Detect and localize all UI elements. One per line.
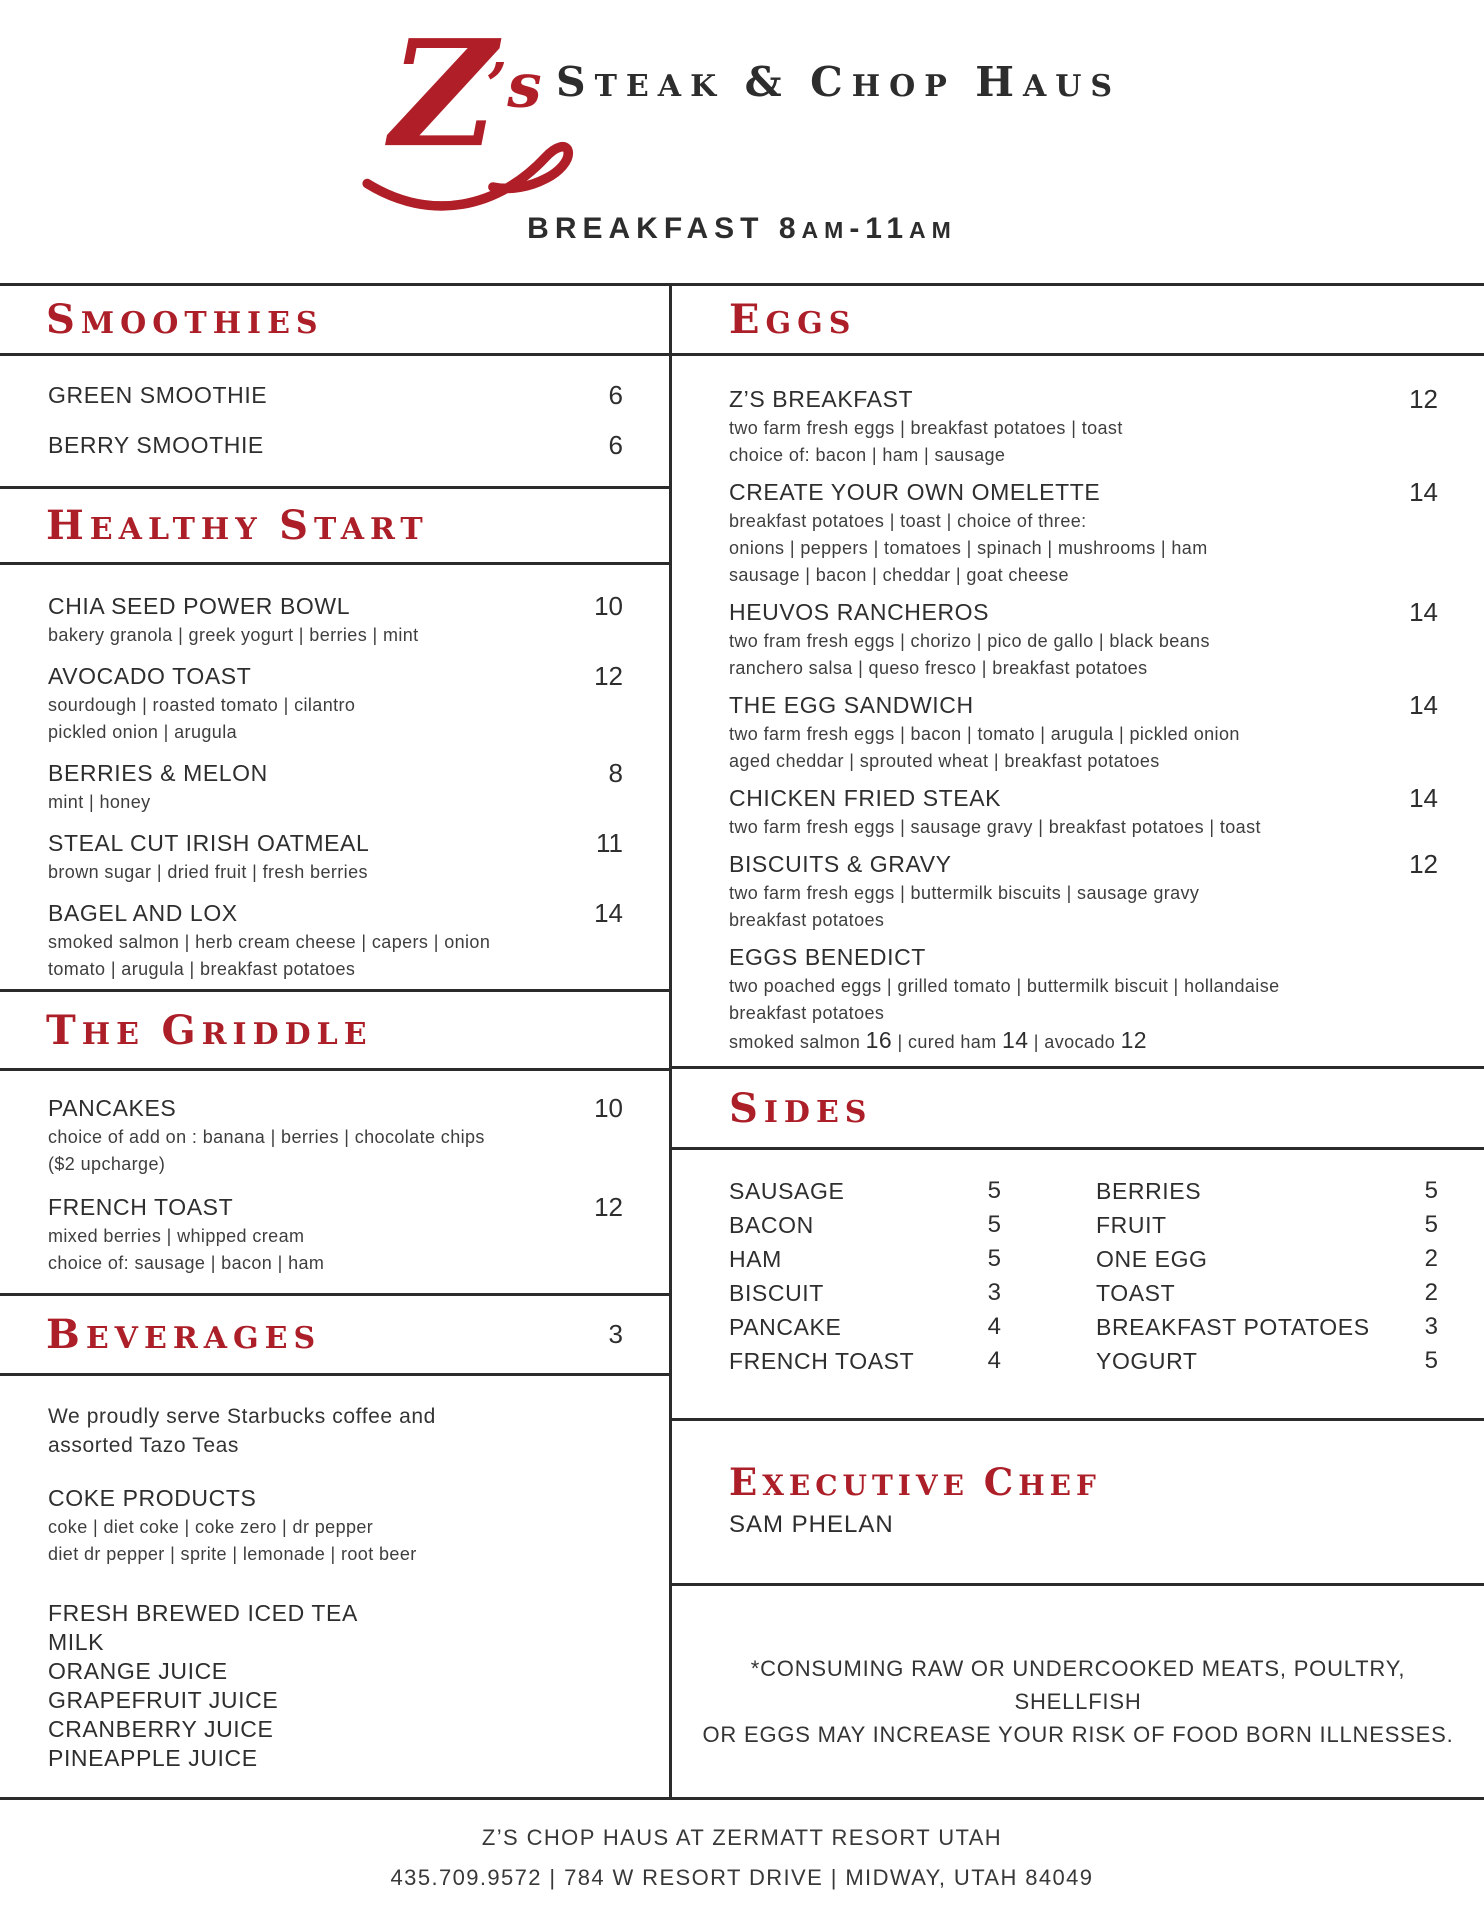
side-price: 2 — [1424, 1245, 1438, 1272]
side-row — [729, 1310, 1001, 1344]
item-price: 14 — [594, 898, 623, 928]
beverages-intro — [48, 1402, 623, 1460]
item-description-line: coke | diet coke | coke zero | dr pepper — [48, 1517, 374, 1537]
item-price: 10 — [594, 591, 623, 621]
item-price: 12 — [1409, 849, 1438, 879]
menu-item-row — [729, 597, 1438, 628]
item-name: MILK — [48, 1629, 105, 1655]
side-price: 3 — [1424, 1313, 1438, 1340]
section-items-eggs — [672, 356, 1484, 1069]
item-description-line: two farm fresh eggs | sausage gravy | breakfast potatoes | toast — [729, 817, 1261, 837]
menu-table — [0, 283, 1484, 1800]
menu-item — [48, 1657, 623, 1686]
item-name: CHICKEN FRIED STEAK — [729, 785, 1002, 811]
addon-label: cured ham — [907, 1032, 997, 1052]
item-name: CRANBERRY JUICE — [48, 1716, 274, 1742]
menu-item — [48, 1192, 623, 1277]
item-description-line: ($2 upcharge) — [48, 1154, 166, 1174]
side-price: 5 — [987, 1211, 1001, 1238]
menu-item-row — [48, 1599, 623, 1628]
item-description-line: choice of: bacon | ham | sausage — [729, 445, 1006, 465]
item-name: FRESH BREWED ICED TEA — [48, 1600, 358, 1626]
menu-item-row — [48, 828, 623, 859]
menu-item — [729, 597, 1438, 682]
item-description-line: sausage | bacon | cheddar | goat cheese — [729, 565, 1069, 585]
item-name: ORANGE JUICE — [48, 1658, 228, 1684]
item-description-line: two farm fresh eggs | bacon | tomato | arugula | pickled onion — [729, 724, 1240, 744]
item-name: HEUVOS RANCHEROS — [729, 599, 990, 625]
addon-label: avocado — [1044, 1032, 1116, 1052]
section-items-beverages — [0, 1376, 669, 1797]
side-row — [729, 1242, 1001, 1276]
section-items-sides — [672, 1150, 1484, 1421]
item-description-line: choice of: sausage | bacon | ham — [48, 1253, 325, 1273]
item-price: 10 — [594, 1093, 623, 1123]
brand-logo-icon — [348, 12, 610, 218]
menu-item — [729, 690, 1438, 775]
side-name: HAM — [729, 1246, 782, 1272]
section-items-smoothies — [0, 356, 669, 489]
item-price: 14 — [1409, 690, 1438, 720]
section-items-healthy-start — [0, 565, 669, 992]
section-title: THE GRIDDLE — [46, 1006, 373, 1054]
section-title: BEVERAGES — [46, 1311, 322, 1358]
item-name: THE EGG SANDWICH — [729, 692, 974, 718]
item-description-line: pickled onion | arugula — [48, 722, 237, 742]
item-price: 12 — [594, 1192, 623, 1222]
section-title: SIDES — [729, 1084, 873, 1132]
menu-item — [729, 783, 1438, 841]
disclaimer-line: *CONSUMING RAW OR UNDERCOOKED MEATS, POULTRY, SHELLFISH — [750, 1656, 1406, 1714]
menu-item — [48, 1715, 623, 1744]
menu-item-row — [48, 1657, 623, 1686]
footer — [0, 1820, 1484, 1896]
executive-chef-name: SAM PHELAN — [729, 1511, 894, 1538]
side-row — [1096, 1208, 1438, 1242]
item-description-line: breakfast potatoes — [729, 910, 885, 930]
side-name: YOGURT — [1096, 1348, 1198, 1374]
side-row — [1096, 1310, 1438, 1344]
section-header-smoothies — [0, 286, 669, 356]
side-row — [729, 1344, 1001, 1378]
menu-item — [48, 1628, 623, 1657]
item-description-line: diet dr pepper | sprite | lemonade | root beer — [48, 1544, 417, 1564]
logo-z-glyph: Z — [389, 12, 498, 181]
menu-item — [48, 1483, 623, 1568]
section-header-sides — [672, 1069, 1484, 1150]
item-name: BISCUITS & GRAVY — [729, 851, 952, 877]
menu-item — [48, 1686, 623, 1715]
section-title: EGGS — [729, 296, 857, 343]
side-price: 3 — [987, 1279, 1001, 1306]
menu-item-row — [48, 591, 623, 622]
left-column — [0, 286, 669, 1797]
menu-item-row — [729, 783, 1438, 814]
menu-item-row — [48, 661, 623, 692]
item-price: 12 — [594, 661, 623, 691]
menu-item-row — [48, 898, 623, 929]
menu-item-row — [48, 1715, 623, 1744]
beverages-price: 3 — [608, 1319, 623, 1349]
disclaimer-line: OR EGGS MAY INCREASE YOUR RISK OF FOOD BORN ILLNESSES. — [702, 1722, 1454, 1747]
item-name: GREEN SMOOTHIE — [48, 382, 268, 408]
item-name: BERRIES & MELON — [48, 760, 268, 786]
menu-item-row — [48, 758, 623, 789]
item-description-line: choice of add on : banana | berries | chocolate chips — [48, 1127, 485, 1147]
side-row — [729, 1276, 1001, 1310]
disclaimer-box — [672, 1586, 1484, 1797]
menu-item — [729, 942, 1438, 1056]
menu-item — [48, 898, 623, 983]
addon-label: smoked salmon — [729, 1032, 861, 1052]
menu-item — [729, 477, 1438, 589]
side-price: 2 — [1424, 1279, 1438, 1306]
executive-chef-title: EXECUTIVE CHEF — [729, 1460, 1101, 1504]
menu-item-row — [48, 1483, 623, 1514]
menu-item — [48, 430, 623, 461]
side-name: BISCUIT — [729, 1280, 824, 1306]
item-price: 8 — [608, 758, 623, 788]
item-name: CREATE YOUR OWN OMELETTE — [729, 479, 1101, 505]
menu-item — [48, 828, 623, 886]
menu-item-row — [729, 690, 1438, 721]
menu-subtitle: BREAKFAST 8AM-11AM — [527, 212, 957, 245]
menu-item-row — [48, 380, 623, 411]
item-name: AVOCADO TOAST — [48, 663, 252, 689]
menu-item-row — [48, 1093, 623, 1124]
menu-item — [48, 1599, 623, 1628]
side-row — [729, 1208, 1001, 1242]
item-description-line: sourdough | roasted tomato | cilantro — [48, 695, 356, 715]
section-header-the-griddle — [0, 992, 669, 1071]
side-price: 5 — [987, 1245, 1001, 1272]
section-items-the-griddle — [0, 1071, 669, 1296]
side-name: FRUIT — [1096, 1212, 1167, 1238]
side-price: 5 — [1424, 1211, 1438, 1238]
item-price: 11 — [596, 828, 623, 858]
side-name: PANCAKE — [729, 1314, 842, 1340]
item-description-line: two farm fresh eggs | buttermilk biscuits | sausage gravy — [729, 883, 1200, 903]
menu-item-row — [48, 1192, 623, 1223]
item-description-line: aged cheddar | sprouted wheat | breakfast potatoes — [729, 751, 1160, 771]
item-price: 6 — [608, 380, 623, 410]
item-name: Z’S BREAKFAST — [729, 386, 914, 412]
brand-name: STEAK & CHOP HAUS — [556, 58, 1122, 106]
menu-item-row — [48, 430, 623, 461]
beverages-intro-line: We proudly serve Starbucks coffee and — [48, 1405, 436, 1428]
item-description-line: smoked salmon | herb cream cheese | capers | onion — [48, 932, 491, 952]
item-name: BAGEL AND LOX — [48, 900, 238, 926]
side-price: 5 — [1424, 1177, 1438, 1204]
item-name: PANCAKES — [48, 1095, 177, 1121]
item-description-line: two fram fresh eggs | chorizo | pico de gallo | black beans — [729, 631, 1210, 651]
item-name: GRAPEFRUIT JUICE — [48, 1687, 279, 1713]
side-name: TOAST — [1096, 1280, 1176, 1306]
section-header-eggs — [672, 286, 1484, 356]
side-price: 4 — [987, 1313, 1001, 1340]
menu-item — [48, 661, 623, 746]
item-description-line: breakfast potatoes — [729, 1003, 885, 1023]
item-description-line: bakery granola | greek yogurt | berries | mint — [48, 625, 419, 645]
side-price: 4 — [987, 1347, 1001, 1374]
item-description-line: mixed berries | whipped cream — [48, 1226, 305, 1246]
section-title: SMOOTHIES — [46, 296, 324, 343]
menu-item-row — [729, 942, 1438, 973]
side-row — [1096, 1174, 1438, 1208]
footer-contact: 435.709.9572 | 784 W RESORT DRIVE | MIDWAY, UTAH 84049 — [390, 1865, 1094, 1890]
menu-item-row — [48, 1628, 623, 1657]
item-name: FRENCH TOAST — [48, 1194, 234, 1220]
side-price: 5 — [1424, 1347, 1438, 1374]
item-description-line: ranchero salsa | queso fresco | breakfast potatoes — [729, 658, 1148, 678]
item-description-line: breakfast potatoes | toast | choice of three: — [729, 511, 1087, 531]
menu-item-row — [48, 1686, 623, 1715]
section-title: HEALTHY START — [46, 502, 429, 549]
side-name: BACON — [729, 1212, 814, 1238]
item-description-line: brown sugar | dried fruit | fresh berries — [48, 862, 368, 882]
side-price: 5 — [987, 1177, 1001, 1204]
menu-item — [48, 758, 623, 816]
item-price: 14 — [1409, 597, 1438, 627]
item-name: EGGS BENEDICT — [729, 944, 926, 970]
addon-price: 16 — [865, 1027, 893, 1053]
addon-price: 12 — [1120, 1027, 1147, 1053]
menu-item-row — [729, 849, 1438, 880]
item-description-line: onions | peppers | tomatoes | spinach | mushrooms | ham — [729, 538, 1208, 558]
side-name: BREAKFAST POTATOES — [1096, 1314, 1370, 1340]
right-column — [669, 286, 1484, 1797]
section-header-beverages — [0, 1296, 669, 1376]
item-name: CHIA SEED POWER BOWL — [48, 593, 351, 619]
menu-item — [48, 380, 623, 411]
item-description-line: tomato | arugula | breakfast potatoes — [48, 959, 356, 979]
side-row — [729, 1174, 1001, 1208]
menu-item — [48, 591, 623, 649]
sides-column-2 — [1096, 1174, 1438, 1418]
side-row — [1096, 1242, 1438, 1276]
item-price: 6 — [608, 430, 623, 460]
item-description-line: two farm fresh eggs | breakfast potatoes | toast — [729, 418, 1123, 438]
menu-item-row — [48, 1744, 623, 1773]
item-description-line: two poached eggs | grilled tomato | buttermilk biscuit | hollandaise — [729, 976, 1280, 996]
item-name: COKE PRODUCTS — [48, 1485, 257, 1511]
beverages-list — [48, 1483, 623, 1773]
item-description-line: mint | honey — [48, 792, 151, 812]
logo-apostrophe-s-glyph: ’s — [485, 50, 542, 122]
item-name: PINEAPPLE JUICE — [48, 1745, 258, 1771]
sides-column-1 — [729, 1174, 1001, 1418]
executive-chef-box — [672, 1421, 1484, 1586]
menu-item — [729, 384, 1438, 469]
side-row — [1096, 1276, 1438, 1310]
side-name: SAUSAGE — [729, 1178, 845, 1204]
item-name: STEAL CUT IRISH OATMEAL — [48, 830, 370, 856]
menu-item — [729, 849, 1438, 934]
side-name: FRENCH TOAST — [729, 1348, 915, 1374]
item-price: 14 — [1409, 477, 1438, 507]
menu-item-row — [729, 477, 1438, 508]
side-name: BERRIES — [1096, 1178, 1202, 1204]
side-name: ONE EGG — [1096, 1246, 1208, 1272]
side-row — [1096, 1344, 1438, 1378]
item-price: 14 — [1409, 783, 1438, 813]
menu-item-row — [729, 384, 1438, 415]
item-name: BERRY SMOOTHIE — [48, 432, 264, 458]
item-addon-prices: smoked salmon 16 | cured ham 14 | avocado 12 — [729, 1027, 1147, 1053]
beverages-intro-line: assorted Tazo Teas — [48, 1434, 239, 1457]
menu-item — [48, 1744, 623, 1773]
addon-price: 14 — [1002, 1027, 1029, 1053]
footer-venue: Z’S CHOP HAUS AT ZERMATT RESORT UTAH — [481, 1825, 1003, 1850]
section-header-healthy-start — [0, 489, 669, 565]
menu-item — [48, 1093, 623, 1178]
item-price: 12 — [1409, 384, 1438, 414]
